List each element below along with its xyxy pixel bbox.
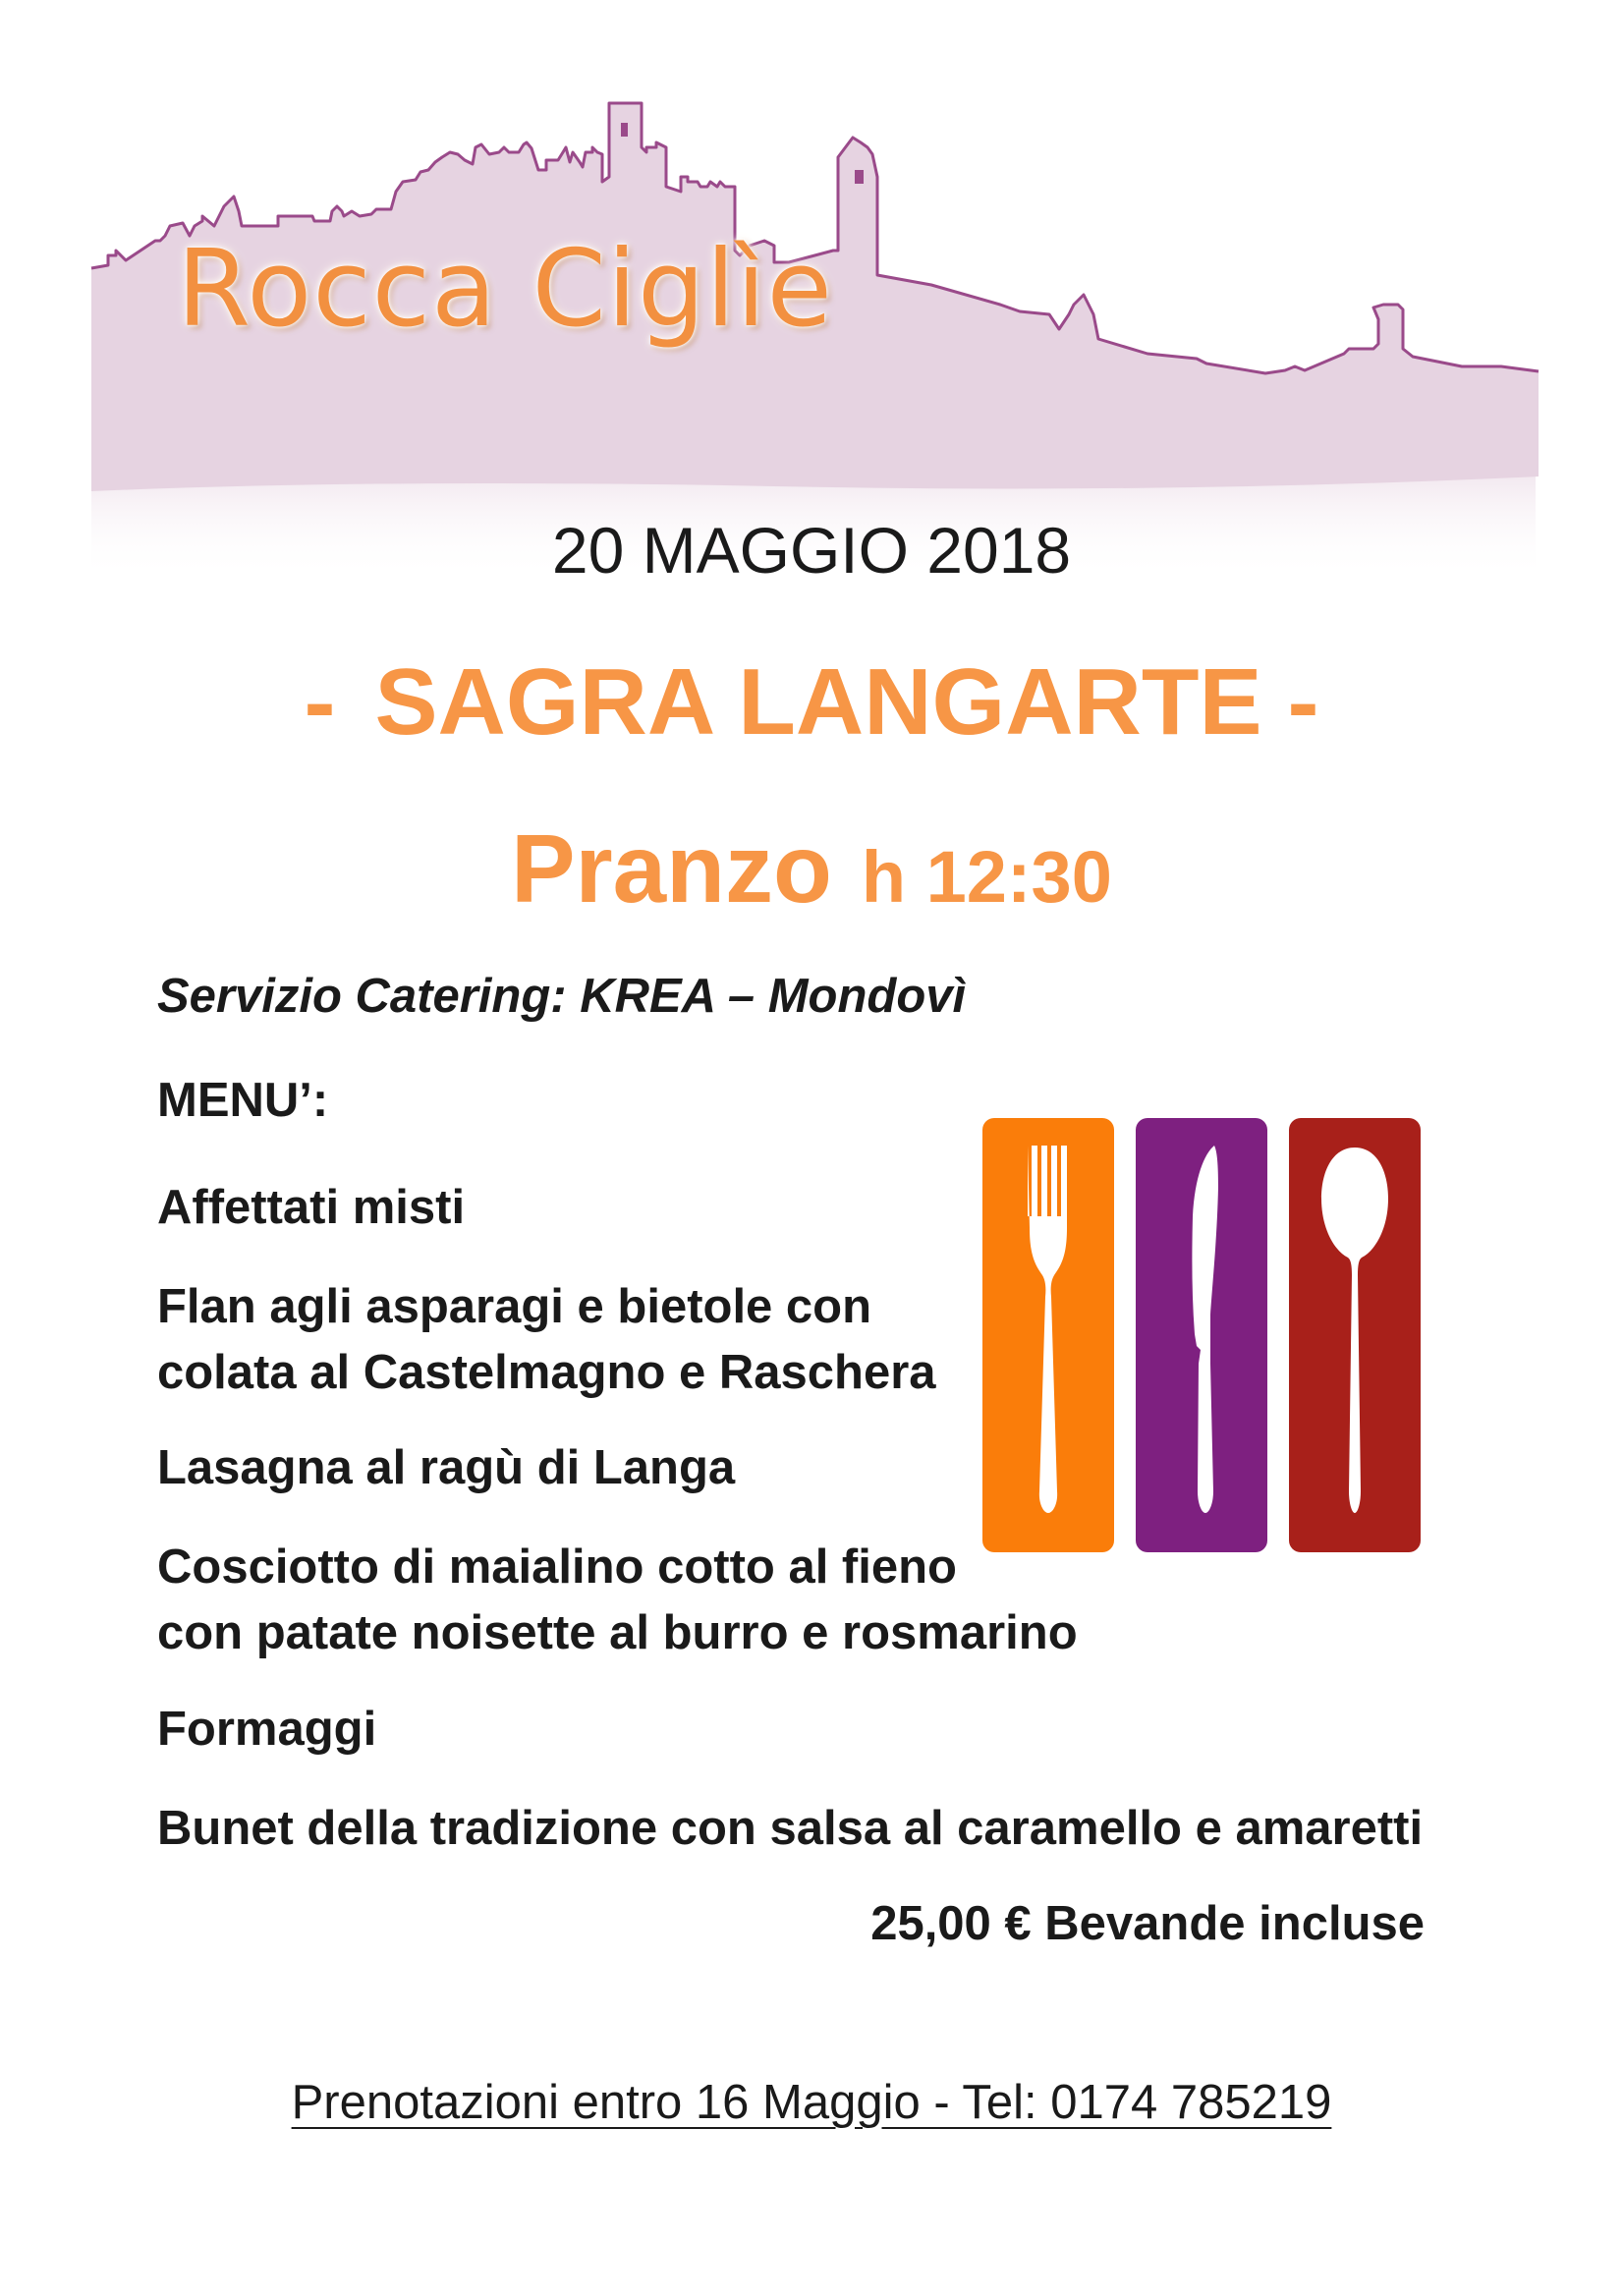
menu-item xyxy=(157,1435,735,1501)
spoon-tile xyxy=(1289,1118,1421,1552)
booking-info: Prenotazioni entro 16 Maggio - Tel: 0174 785219 xyxy=(291,2076,1332,2129)
menu-heading: MENU’: xyxy=(157,1074,329,1127)
menu-item-line: Lasagna al ragù di Langa xyxy=(157,1441,736,1494)
spoon-icon xyxy=(1289,1118,1421,1552)
menu-item-line: Formaggi xyxy=(157,1703,377,1756)
menu-item-line: con patate noisette al burro e rosmarino xyxy=(157,1606,1078,1659)
menu-item xyxy=(157,1274,936,1406)
title-dash-left: - xyxy=(304,649,336,755)
menu-item xyxy=(157,1535,1078,1666)
title-dash-right: - xyxy=(1287,649,1319,755)
meal-time: h 12:30 xyxy=(861,836,1112,918)
price-info: 25,00 € Bevande incluse xyxy=(870,1897,1425,1950)
event-name-text: SAGRA LANGARTE xyxy=(374,649,1262,755)
menu-item-line: Cosciotto di maialino cotto al fieno xyxy=(157,1540,957,1594)
menu-item xyxy=(157,1796,1423,1862)
brand-title: Rocca Ciglìe xyxy=(177,228,833,351)
menu-item-line: Flan agli asparagi e bietole con xyxy=(157,1280,872,1333)
catering-info: Servizio Catering: KREA – Mondovì xyxy=(157,970,967,1023)
event-name xyxy=(0,648,1623,756)
menu-item-line: Affettati misti xyxy=(157,1181,466,1234)
menu-item xyxy=(157,1175,465,1241)
fork-icon xyxy=(982,1118,1114,1552)
menu-item-line: colata al Castelmagno e Raschera xyxy=(157,1346,936,1399)
cutlery-illustration xyxy=(982,1118,1421,1552)
event-date: 20 MAGGIO 2018 xyxy=(551,514,1072,587)
knife-tile xyxy=(1136,1118,1267,1552)
menu-item-line: Bunet della tradizione con salsa al caramello e amaretti xyxy=(157,1802,1424,1855)
meal-name: Pranzo xyxy=(511,814,832,923)
knife-icon xyxy=(1136,1118,1267,1552)
menu-item xyxy=(157,1697,376,1763)
fork-tile xyxy=(982,1118,1114,1552)
meal-title xyxy=(0,813,1623,924)
